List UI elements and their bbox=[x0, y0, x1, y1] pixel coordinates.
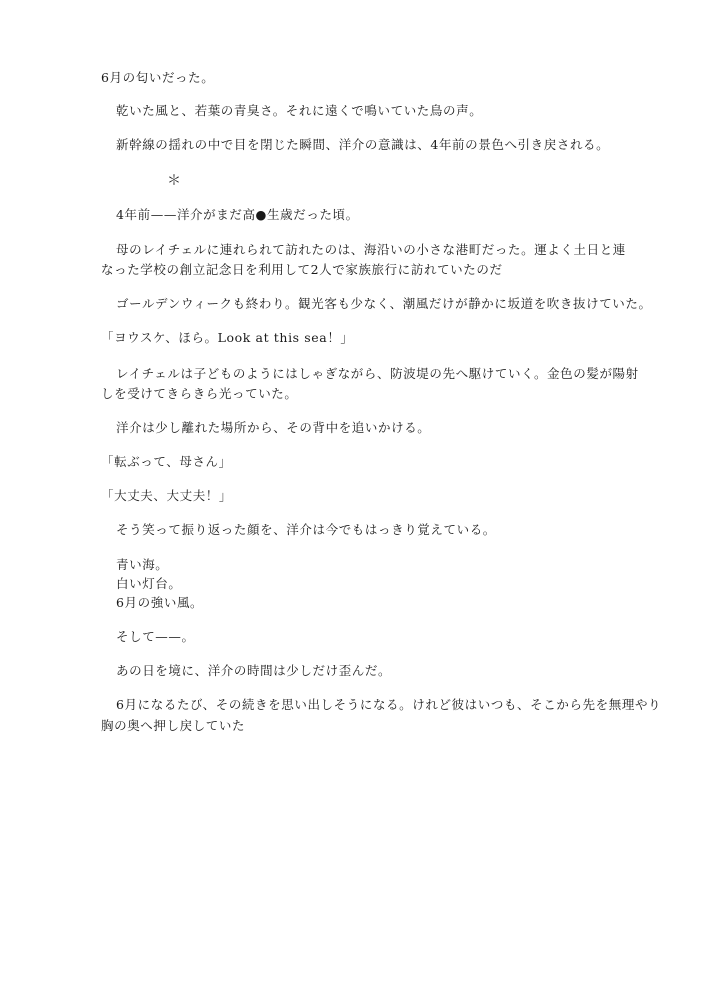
paragraph-line: そう笑って振り返った顔を、洋介は今でもはっきり覚えている。 bbox=[116, 522, 496, 537]
dialogue-line: 「ヨウスケ、ほら。Look at this sea！」 bbox=[101, 330, 354, 345]
dialogue-line: 「大丈夫、大丈夫！」 bbox=[101, 488, 233, 503]
paragraph-line: 6月の強い風。 bbox=[116, 595, 204, 610]
paragraph-line: 6月になるたび、その続きを思い出しそうになる。けれど彼はいつも、そこから先を無理やり bbox=[116, 697, 662, 712]
scene-break-asterisk: ＊ bbox=[167, 173, 181, 189]
paragraph-line: 洋介は少し離れた場所から、その背中を追いかける。 bbox=[116, 420, 431, 435]
paragraph-line: 青い海。 bbox=[116, 557, 169, 572]
paragraph-line: 白い灯台。 bbox=[116, 576, 182, 591]
paragraph-line: 胸の奥へ押し戻していた bbox=[101, 718, 246, 733]
paragraph-line: レイチェルは子どものようにはしゃぎながら、防波堤の先へ駆けていく。金色の髪が陽射 bbox=[116, 366, 639, 381]
paragraph-line: 4年前——洋介がまだ高●生歳だった頃。 bbox=[116, 207, 359, 222]
paragraph-line: 新幹線の揺れの中で目を閉じた瞬間、洋介の意識は、4年前の景色へ引き戻される。 bbox=[116, 137, 610, 152]
dialogue-line: 「転ぶって、母さん」 bbox=[101, 454, 232, 469]
paragraph-line: なった学校の創立記念日を利用して2人で家族旅行に訪れていたのだ bbox=[101, 262, 503, 277]
paragraph-line: 母のレイチェルに連れられて訪れたのは、海沿いの小さな港町だった。運よく土日と連 bbox=[116, 242, 626, 257]
paragraph-line: あの日を境に、洋介の時間は少しだけ歪んだ。 bbox=[116, 663, 392, 678]
paragraph-line: 乾いた風と、若葉の青臭さ。それに遠くで鳴いていた鳥の声。 bbox=[116, 103, 483, 118]
paragraph-line: ゴールデンウィークも終わり。観光客も少なく、潮風だけが静かに坂道を吹き抜けていた。 bbox=[116, 296, 652, 311]
paragraph-line: しを受けてきらきら光っていた。 bbox=[101, 386, 298, 401]
paragraph-line: 6月の匂いだった。 bbox=[101, 70, 215, 85]
paragraph-line: そして——。 bbox=[116, 629, 195, 644]
